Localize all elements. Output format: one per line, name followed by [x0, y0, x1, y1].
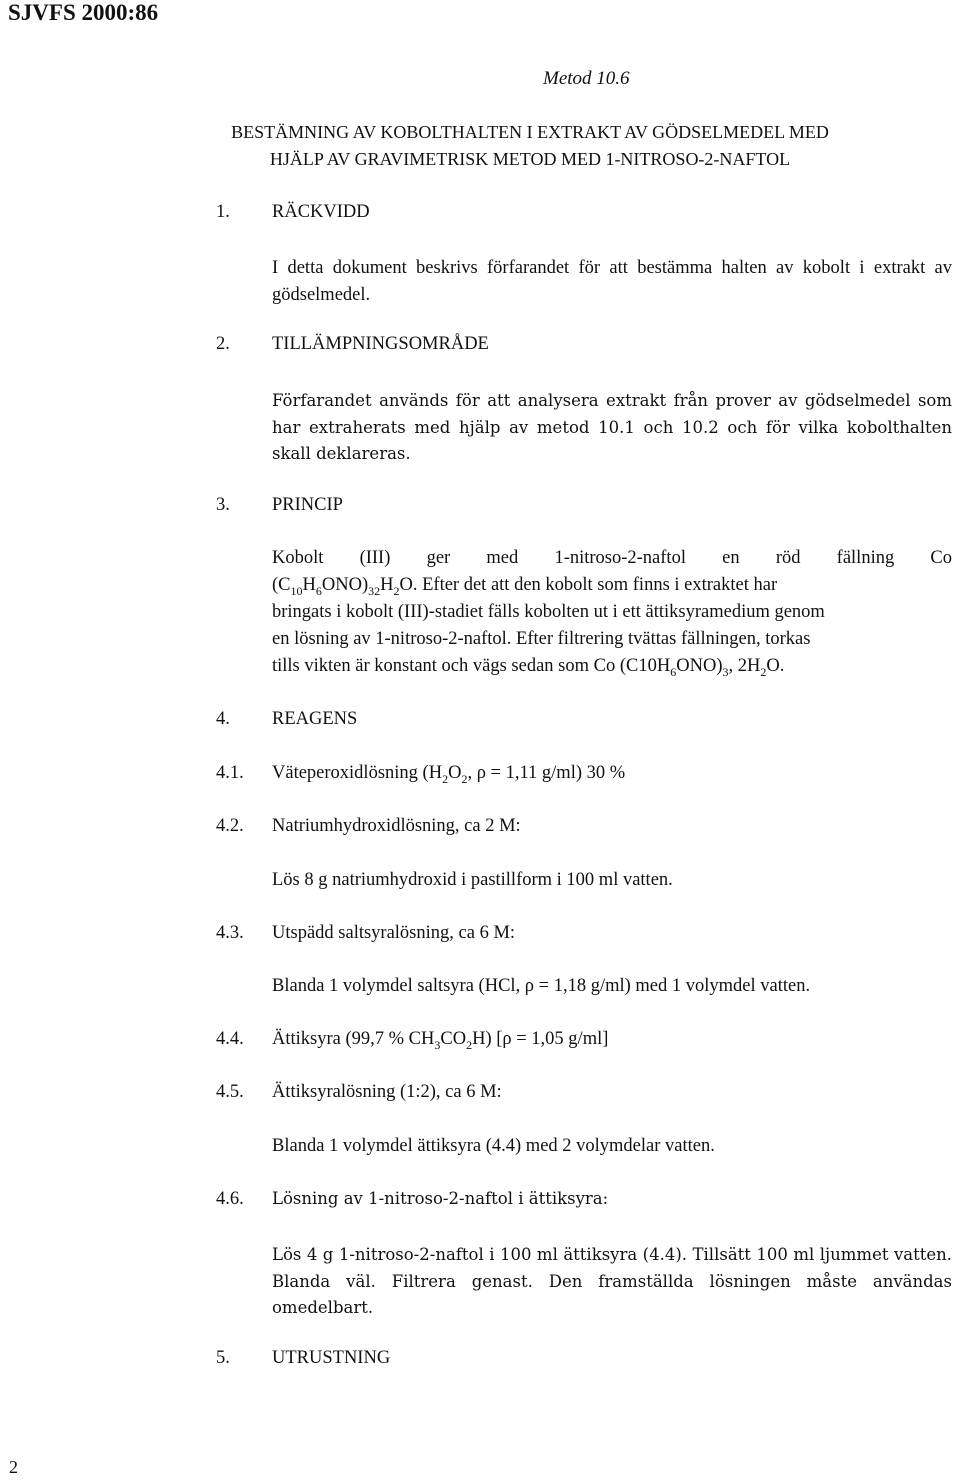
- section-2-number: 2.: [216, 334, 230, 354]
- section-2-heading: TILLÄMPNINGSOMRÅDE: [272, 334, 489, 354]
- word: en: [722, 548, 740, 568]
- word: 1-nitroso-2-naftol: [554, 548, 686, 568]
- section-4-heading: REAGENS: [272, 709, 358, 729]
- title-line-1: BESTÄMNING AV KOBOLTHALTEN I EXTRAKT AV GÖDSELMEDEL MED: [231, 122, 829, 142]
- word: Kobolt: [272, 548, 324, 568]
- section-5-number: 5.: [216, 1348, 230, 1368]
- reagent-4-6-number: 4.6.: [216, 1189, 244, 1209]
- section-3-line-5: [272, 656, 784, 677]
- section-5-heading: UTRUSTNING: [272, 1348, 391, 1368]
- section-3-line-2: [272, 575, 777, 596]
- reagent-4-2-number: 4.2.: [216, 816, 244, 836]
- reagent-4-5-number: 4.5.: [216, 1082, 244, 1102]
- reagent-4-1-text: Väteperoxidlösning ($H_2O_2$, ρ = 1,11 g/ml) 30 %: [272, 763, 626, 786]
- title-line-2: HJÄLP AV GRAVIMETRISK METOD MED 1-NITROSO-2-NAFTOL: [269, 149, 791, 169]
- document-header: SJVFS 2000:86: [8, 0, 159, 25]
- section-1-number: 1.: [216, 202, 230, 222]
- reagent-4-1-number: 4.1.: [216, 763, 244, 783]
- reagent-4-5-instruction: Blanda 1 volymdel ättiksyra (4.4) med 2 volymdelar vatten.: [272, 1136, 715, 1156]
- section-2-text: Förfarandet används för att analysera extrakt från prover av gödselmedel som har extraherats med hjälp av metod 10.1 och 10.2 och för vilka kobolthalten skall deklareras.: [272, 391, 952, 463]
- reagent-4-5-text: Ättiksyralösning (1:2), ca 6 M:: [272, 1082, 502, 1102]
- section-3-line-1: [272, 548, 952, 569]
- section-4-number: 4.: [216, 709, 230, 729]
- word: röd: [775, 548, 801, 568]
- section-1-heading: RÄCKVIDD: [272, 202, 370, 222]
- section-3-line-3: bringats i kobolt (III)-stadiet fälls kobolten ut i ett ättiksyramedium genom: [272, 602, 825, 622]
- reagent-4-4-text: Ättiksyra (99,7 % $CH_3CO_2H$) [ρ = 1,05 g/ml]: [272, 1029, 609, 1052]
- chem-formula: $(C_{10}H_6ONO)_{32}H_2O$.: [272, 575, 418, 598]
- chem-formula: $10H_6ONO)_3$, $2H_2O$.: [638, 656, 785, 679]
- reagent-4-6-instruction: Lös 4 g 1-nitroso-2-naftol i 100 ml ättiksyra (4.4). Tillsätt 100 ml ljummet vatten. Blanda väl. Filtrera genast. Den framställda lösningen måste användas omedelbart.: [272, 1245, 952, 1317]
- word: (III): [359, 548, 391, 568]
- section-3-number: 3.: [216, 495, 230, 515]
- reagent-4-2-text: Natriumhydroxidlösning, ca 2 M:: [272, 816, 521, 836]
- reagent-4-6-text: Lösning av 1-nitroso-2-naftol i ättiksyra:: [272, 1189, 609, 1208]
- line-text: Efter det att den kobolt som finns i extraktet har: [417, 575, 778, 595]
- page-number: 2: [9, 1457, 18, 1477]
- word: med: [486, 548, 519, 568]
- reagent-4-3-text: Utspädd saltsyralösning, ca 6 M:: [272, 923, 516, 943]
- word: fällning: [836, 548, 895, 568]
- reagent-4-3-number: 4.3.: [216, 923, 244, 943]
- reagent-4-2-instruction: Lös 8 g natriumhydroxid i pastillform i 100 ml vatten.: [272, 870, 673, 890]
- section-3-heading: PRINCIP: [272, 495, 343, 515]
- reagent-4-3-instruction: Blanda 1 volymdel saltsyra (HCl, ρ = 1,18 g/ml) med 1 volymdel vatten.: [272, 976, 811, 996]
- method-label: Metod 10.6: [543, 68, 630, 89]
- section-3-line-4: en lösning av 1-nitroso-2-naftol. Efter filtrering tvättas fällningen, torkas: [272, 629, 811, 649]
- word: ger: [426, 548, 451, 568]
- section-1-text: I detta dokument beskrivs förfarandet för att bestämma halten av kobolt i extrakt av gödselmedel.: [272, 258, 952, 305]
- line-text: tills vikten är konstant och vägs sedan som Co (C: [272, 656, 639, 676]
- reagent-4-4-number: 4.4.: [216, 1029, 244, 1049]
- word: Co: [930, 548, 952, 568]
